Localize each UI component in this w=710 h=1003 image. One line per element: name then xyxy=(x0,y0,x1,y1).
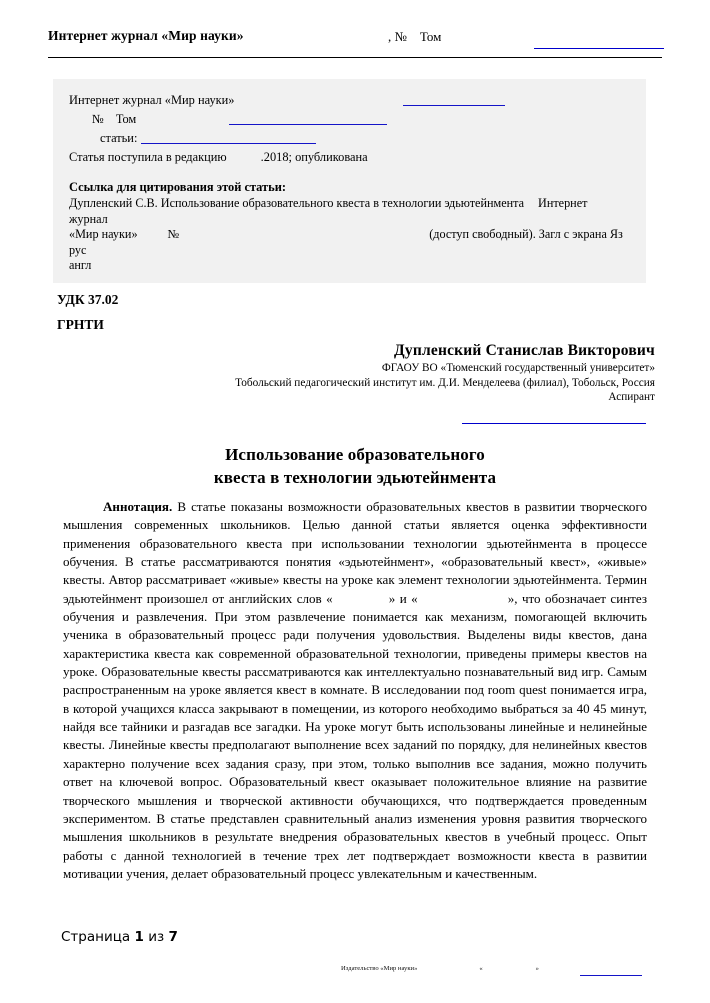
page-label: Страница xyxy=(61,929,131,945)
info-received-suffix: .2018; опубликована xyxy=(260,150,368,164)
header-rule xyxy=(48,57,662,58)
running-head xyxy=(48,28,662,50)
info-volume-label: Том xyxy=(115,112,137,126)
abstract-text-segment-3: », что обозначает синтез обучения и развлечения. При этом развлечение понимается как механизм, помогающей включить ученика в образовательный процесс ради получения удовольствия. Выделены виды квестов, дана характеристика квеста как современной образовательной технологии, приведены примеры квестов на уроке. Образовательные квесты рассматриваются как интеллектуально познавательный вид игр. Самым распространенным на уроке является квест в комнате. В исследовании под room quest понимается игра, в которой учащихся класса закрывают в помещении, из которого необходимо выбраться за 40 45 минут, найдя все тайники и разгадав все загадки. На уроке могут быть использованы линейные и нелинейные квесты. Линейные квесты предполагают выполнение всех заданий по порядку, для нелинейных квестов характерно получение всех задания сразу, при этом, только выполнив все задания, можно получить ответ на ключевой вопрос. Образовательный квест оказывает положительное влияние на развитие творческого мышления и творческой активности обучающихся, что подтверждается проведенным экспериментом. В статье представлен сравнительный анализ изменения уровня развития творческого мышления школьников в результате внедрения образовательных квестов в учебный процесс. Опыт работы с данной технологией в течение трех лет подтверждает возможности квеста в развитии мотивации учения, делает образовательный процесс увлекательным и качественным. xyxy=(63,590,647,881)
citation-text-part-4: № xyxy=(167,227,180,241)
author-email-link[interactable] xyxy=(462,423,646,424)
info-received-prefix: Статья поступила в редакцию xyxy=(69,150,227,164)
info-volume-link[interactable] xyxy=(229,124,387,125)
citation-text-part-2: Интернет журнал xyxy=(69,196,588,226)
running-head-issue-label: , № xyxy=(388,29,407,44)
abstract-paragraph xyxy=(63,498,647,883)
udk-code: УДК 37.02 xyxy=(57,292,119,307)
running-head-issue xyxy=(388,29,441,45)
journal-info-box xyxy=(53,79,646,283)
imprint-quote-close: » xyxy=(535,965,539,972)
info-number-sign: № xyxy=(92,112,104,126)
author-block xyxy=(150,341,655,405)
article-title-line-1: Использование образовательного xyxy=(225,445,485,464)
info-article-label: статьи: xyxy=(100,131,138,145)
grnti-code: ГРНТИ xyxy=(57,317,104,332)
info-issue-link[interactable] xyxy=(403,105,505,106)
info-article-line xyxy=(69,129,629,148)
info-journal-title: Интернет журнал «Мир науки» xyxy=(69,93,235,107)
author-name: Дупленский Станислав Викторович xyxy=(394,342,655,359)
page-of-label: из xyxy=(148,929,165,945)
running-head-volume-label: Том xyxy=(419,29,442,44)
info-received-line xyxy=(69,148,629,167)
citation-heading: Ссылка для цитирования этой статьи: xyxy=(69,180,286,194)
citation-text-part-1: Дупленский С.В. Использование образовательного квеста в технологии эдьютейнмента xyxy=(69,196,525,210)
abstract-text-segment-2: » и « xyxy=(388,590,418,606)
info-article-link[interactable] xyxy=(141,143,316,144)
running-head-link[interactable] xyxy=(534,48,664,49)
citation-text-part-6: англ xyxy=(69,258,92,272)
citation-text-part-3: «Мир науки» xyxy=(69,227,138,241)
citation-body xyxy=(69,196,629,274)
abstract-text-segment-1: В статье показаны возможности образовательных квестов в развитии творческого мышления современных школьников. Целью данной статьи является оценка эффективности применения образовательного квеста при использовании технологии эдьютейнмента в процессе обучения. В статье рассматриваются понятия «эдьютейнмент», «образовательный квест», «живые» квесты. Автор рассматривает «живые» квесты на уроке как элемент технологии эдьютейнмента. Термин эдьютейнмент произошел от английских слов « xyxy=(63,499,647,606)
page-total: 7 xyxy=(168,929,178,945)
page-current: 1 xyxy=(134,929,144,945)
article-title-line-2: квеста в технологии эдьютейнмента xyxy=(213,468,497,487)
running-head-journal-title: Интернет журнал «Мир науки» xyxy=(48,28,244,43)
journal-info-content xyxy=(69,91,629,274)
imprint-name: Издательство «Мир науки» xyxy=(341,965,418,972)
info-journal-line xyxy=(69,91,629,110)
page-number-footer xyxy=(61,929,178,945)
citation-text-part-5: (доступ свободный). Загл с экрана Яз рус xyxy=(69,227,623,257)
info-issue-line xyxy=(69,110,629,129)
author-role: Аспирант xyxy=(608,391,655,403)
article-title xyxy=(100,443,610,489)
author-affiliation-primary: ФГАОУ ВО «Тюменский государственный университет» xyxy=(381,362,655,374)
abstract-label: Аннотация. xyxy=(103,499,173,514)
publisher-imprint xyxy=(341,965,539,972)
imprint-quote-open: « xyxy=(479,965,483,972)
author-affiliation-secondary: Тобольский педагогический институт им. Д.И. Менделеева (филиал), Тобольск, Россия xyxy=(235,376,655,389)
imprint-link[interactable] xyxy=(580,975,642,976)
